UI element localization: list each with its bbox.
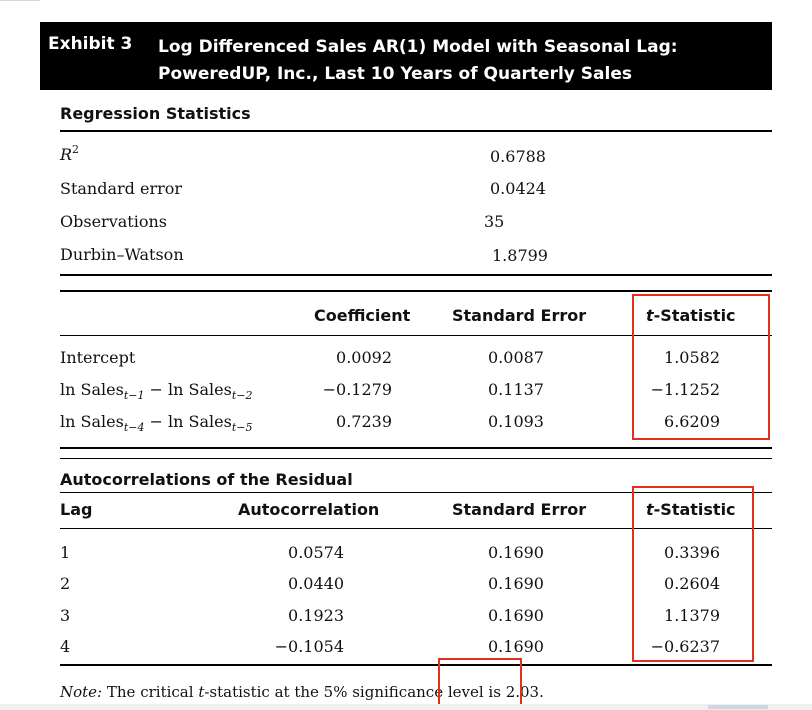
stat-label-observations: Observations [60, 212, 167, 231]
coef-t-intercept: 1.0582 [664, 348, 720, 367]
auto-lag-2: 2 [60, 574, 71, 593]
auto-t-3: 1.1379 [664, 606, 720, 625]
coef-value-lag4: 0.7239 [336, 412, 392, 431]
coef-value-intercept: 0.0092 [336, 348, 392, 367]
auto-value-3: 0.1923 [288, 606, 344, 625]
auto-lag-1: 1 [60, 543, 71, 562]
rule-coef-top [60, 290, 772, 292]
coef-row-label-lag1: ln Sales$_{t-1}$ − ln Sales$_{t-2}$ [60, 380, 253, 402]
auto-lag-3: 3 [60, 606, 71, 625]
stat-label-standard-error: Standard error [60, 179, 183, 198]
auto-t-4: −0.6237 [650, 637, 720, 656]
rule-auto-bottom [60, 664, 772, 666]
auto-t-2: 0.2604 [664, 574, 720, 593]
autocorrelation-heading: Autocorrelations of the Residual [60, 470, 353, 489]
auto-value-4: −0.1054 [274, 637, 344, 656]
coef-t-lag1: −1.1252 [650, 380, 720, 399]
rule-auto-top [60, 458, 772, 459]
regression-statistics-heading: Regression Statistics [60, 104, 251, 123]
auto-header-autocorrelation: Autocorrelation [238, 500, 380, 519]
critical-value-note: Note: The critical t-statistic at the 5% significance level is 2.03. [60, 683, 544, 701]
exhibit-title-line2: PoweredUP, Inc., Last 10 Years of Quarterly Sales [158, 64, 632, 84]
highlight-box-critical-value [438, 658, 522, 708]
coef-value-lag1: −0.1279 [322, 380, 392, 399]
stat-value-standard-error: 0.0424 [490, 179, 546, 198]
coef-header-std-error: Standard Error [452, 306, 587, 325]
stat-label-r-squared: $R^2$ [60, 143, 80, 164]
coef-header-t-statistic: t-Statistic [646, 306, 736, 325]
highlight-box-coef-t-statistic [632, 294, 770, 440]
rule-regression-bottom [60, 274, 772, 276]
exhibit-header [40, 22, 772, 90]
auto-header-std-error: Standard Error [452, 500, 587, 519]
coef-t-lag4: 6.6209 [664, 412, 720, 431]
stat-label-durbin-watson: Durbin–Watson [60, 245, 184, 264]
auto-se-4: 0.1690 [488, 637, 544, 656]
stat-value-durbin-watson: 1.8799 [492, 246, 548, 265]
exhibit-label: Exhibit 3 [48, 34, 133, 54]
coef-se-intercept: 0.0087 [488, 348, 544, 367]
coef-row-label-lag4: ln Sales$_{t-4}$ − ln Sales$_{t-5}$ [60, 412, 253, 434]
coef-se-lag4: 0.1093 [488, 412, 544, 431]
horizontal-scrollbar[interactable] [0, 704, 812, 710]
page-edge-line [0, 0, 40, 1]
exhibit-title-line1: Log Differenced Sales AR(1) Model with Seasonal Lag: [158, 37, 678, 57]
auto-header-lag: Lag [60, 500, 93, 519]
auto-value-2: 0.0440 [288, 574, 344, 593]
auto-t-1: 0.3396 [664, 543, 720, 562]
rule-coef-bottom [60, 447, 772, 449]
stat-value-r-squared: 0.6788 [490, 147, 546, 166]
auto-header-t-statistic: t-Statistic [646, 500, 736, 519]
auto-lag-4: 4 [60, 637, 71, 656]
coef-header-coefficient: Coefficient [314, 306, 411, 325]
auto-se-1: 0.1690 [488, 543, 544, 562]
auto-se-2: 0.1690 [488, 574, 544, 593]
coef-row-label-intercept: Intercept [60, 348, 136, 367]
highlight-box-auto-t-statistic [632, 486, 754, 662]
auto-se-3: 0.1690 [488, 606, 544, 625]
rule-regression-top [60, 130, 772, 132]
exhibit-title [158, 34, 678, 88]
auto-value-1: 0.0574 [288, 543, 344, 562]
stat-value-observations: 35 [484, 212, 505, 231]
scrollbar-thumb[interactable] [708, 705, 768, 709]
coef-se-lag1: 0.1137 [488, 380, 544, 399]
